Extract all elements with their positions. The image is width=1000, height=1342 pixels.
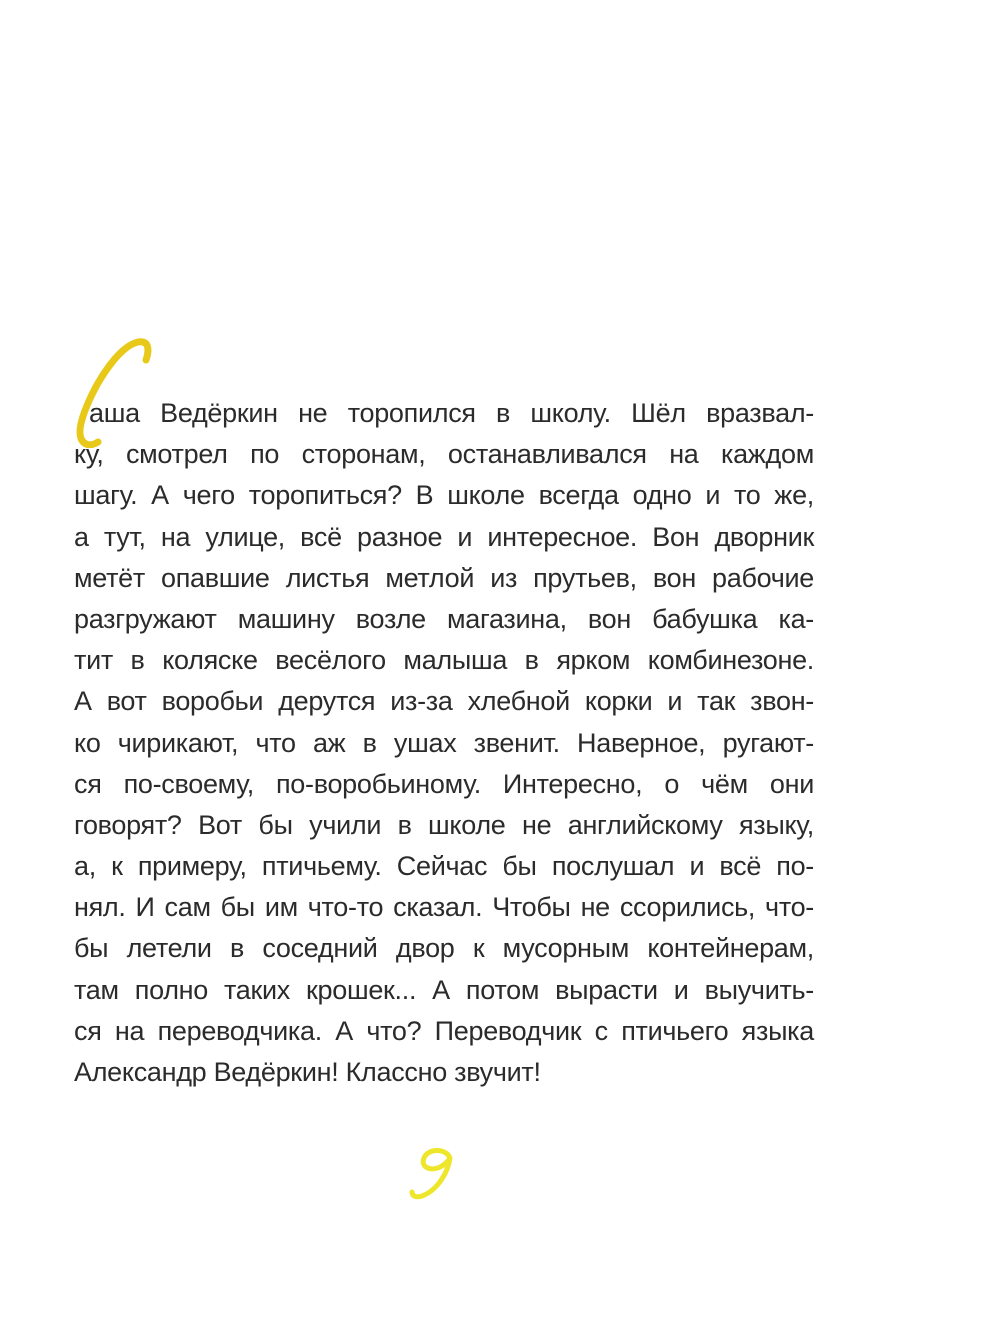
text-line: ку, смотрел по сторонам, останавливался на каждом [74, 439, 814, 470]
text-line: тит в коляске весёлого малыша в ярком комбинезоне. [74, 645, 814, 676]
text-line: бы летели в соседний двор к мусорным контейнерам, [74, 933, 814, 964]
text-line: а, к примеру, птичьему. Сейчас бы послушал и всё по- [74, 851, 814, 882]
text-line: ко чирикают, что аж в ушах звенит. Наверное, ругают- [74, 727, 814, 758]
text-line: разгружают машину возле магазина, вон бабушка ка- [74, 603, 814, 634]
text-line: а тут, на улице, всё разное и интересное. Вон дворник [74, 521, 814, 552]
script-nine-icon [398, 1142, 478, 1202]
text-line: говорят? Вот бы учили в школе не английскому языку, [74, 809, 814, 840]
text-line: ся на переводчика. А что? Переводчик с птичьего языка [74, 1015, 814, 1046]
page-number [398, 1142, 478, 1202]
text-line: шагу. А чего торопиться? В школе всегда одно и то же, [74, 480, 814, 511]
text-line: ся по-своему, по-воробьиному. Интересно, о чём они [74, 768, 814, 799]
story-paragraph [74, 393, 814, 1093]
text-line: там полно таких крошек... А потом вырасти и выучить- [74, 974, 814, 1005]
text-line: метёт опавшие листья метлой из прутьев, вон рабочие [74, 562, 814, 593]
text-line: Александр Ведёркин! Классно звучит! [74, 1057, 541, 1087]
text-line: А вот воробьи дерутся из-за хлебной корки и так звон- [74, 686, 814, 717]
text-line: аша Ведёркин не торопился в школу. Шёл вразвал- [89, 398, 814, 428]
text-line: нял. И сам бы им что-то сказал. Чтобы не ссорились, что- [74, 892, 814, 923]
